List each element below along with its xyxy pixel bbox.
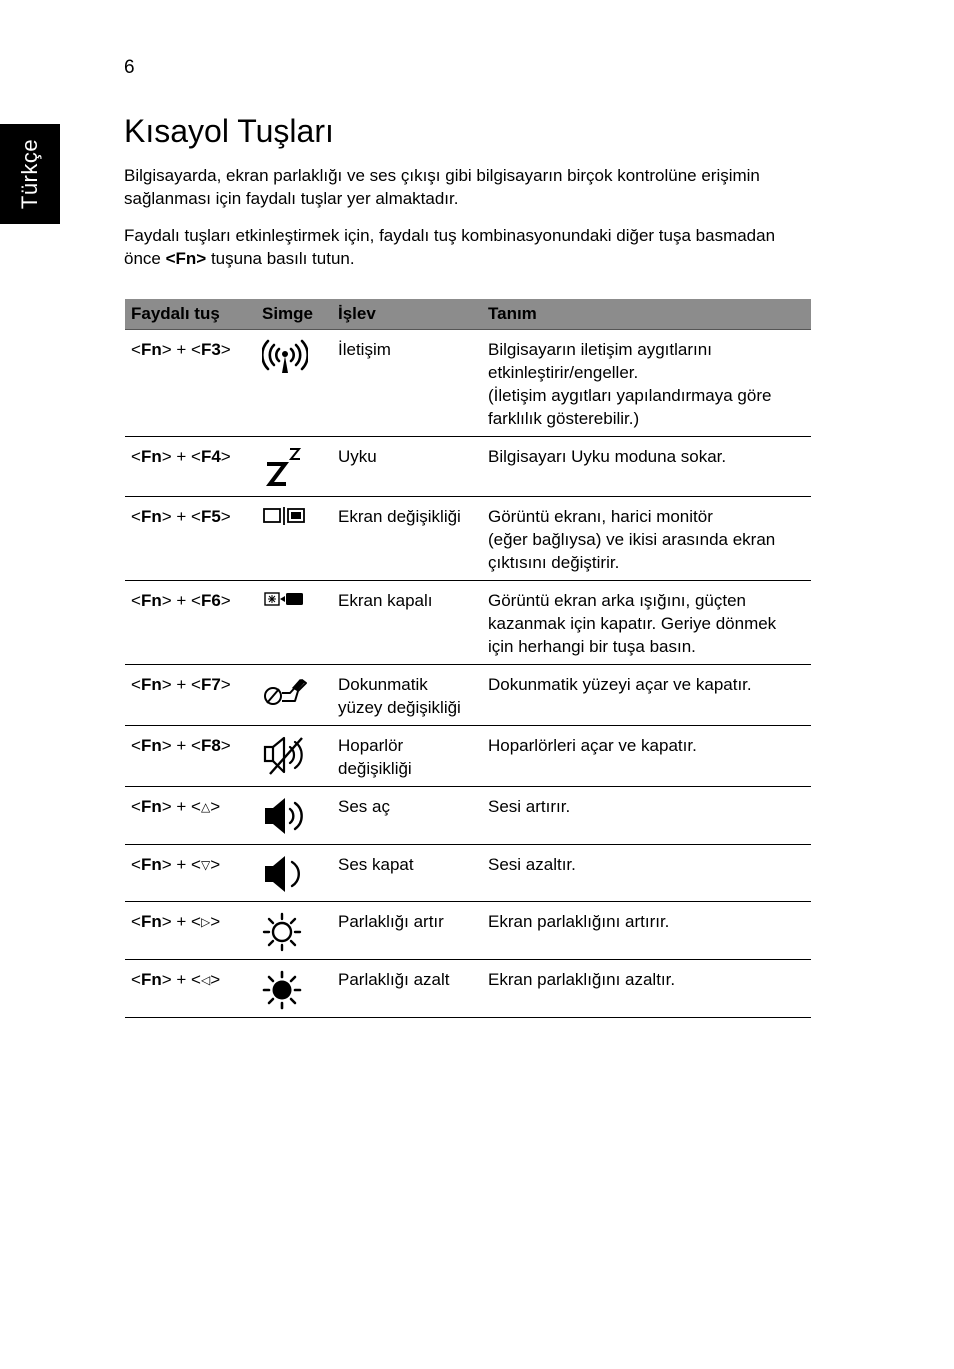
fn-key: Fn: [140, 507, 162, 526]
table-header-row: [125, 299, 811, 330]
icon-cell: [256, 726, 332, 787]
icon-cell: [256, 497, 332, 581]
function-key: F5: [200, 507, 221, 526]
hotkey-cell: <Fn> + <F5>: [125, 497, 256, 581]
fn-key-label: <Fn>: [165, 249, 207, 268]
function-key: △: [200, 800, 211, 814]
hotkey-cell: <Fn> + <F7>: [125, 665, 256, 726]
description-cell: Ekran parlaklığını azaltır.: [482, 960, 811, 1018]
function-cell: İletişim: [332, 330, 482, 437]
function-key: ◁: [200, 973, 211, 987]
function-cell: Ekran değişikliği: [332, 497, 482, 581]
function-key: F8: [200, 736, 221, 755]
instruction-after: tuşuna basılı tutun.: [206, 249, 355, 268]
fn-key: Fn: [140, 797, 162, 816]
hotkey-cell: <Fn> + <F4>: [125, 437, 256, 497]
function-key: ▷: [200, 915, 211, 929]
icon-cell: [256, 665, 332, 726]
table-row: [125, 787, 811, 845]
icon-cell: [256, 845, 332, 902]
table-row: [125, 665, 811, 726]
header-icon: Simge: [256, 299, 332, 330]
icon-cell: [256, 581, 332, 665]
screen-off-icon: [262, 590, 326, 608]
brightness-down-icon: [262, 969, 326, 1011]
fn-key: Fn: [140, 855, 162, 874]
table-row: [125, 437, 811, 497]
header-function: İşlev: [332, 299, 482, 330]
instruction-before: Faydalı tuşları etkinleştirmek için, faydalı tuş kombinasyonundaki diğer tuşa basmadan önce: [124, 226, 776, 268]
fn-key: Fn: [140, 970, 162, 989]
icon-cell: [256, 330, 332, 437]
description-cell: Görüntü ekranı, harici monitör (eğer bağlıysa) ve ikisi arasında ekran çıktısını değiştirir.: [482, 497, 811, 581]
sleep-icon: [262, 446, 326, 490]
table-row: [125, 497, 811, 581]
page-number: 6: [124, 57, 135, 78]
table-body: [125, 330, 811, 1018]
function-key: F6: [200, 591, 221, 610]
hotkey-cell: <Fn> + <F8>: [125, 726, 256, 787]
table-row: [125, 581, 811, 665]
function-cell: Hoparlör değişikliği: [332, 726, 482, 787]
function-key: ▽: [200, 858, 211, 872]
header-description: Tanım: [482, 299, 811, 330]
fn-key: Fn: [140, 675, 162, 694]
table-row: [125, 330, 811, 437]
function-cell: Dokunmatik yüzey değişikliği: [332, 665, 482, 726]
table-row: [125, 726, 811, 787]
speaker-mute-icon: [262, 735, 326, 775]
intro-paragraph: Bilgisayarda, ekran parlaklığı ve ses çıkışı gibi bilgisayarın birçok kontrolüne erişimin sağlanması için faydalı tuşlar yer almaktadır.: [124, 166, 760, 208]
function-key: F4: [200, 447, 221, 466]
function-key: F3: [200, 340, 221, 359]
fn-key: Fn: [140, 736, 162, 755]
wireless-icon: [262, 339, 326, 375]
description-cell: Bilgisayarın iletişim aygıtlarını etkinleştirir/engeller. (İletişim aygıtları yapılandırmaya göre farklılık gösterebilir.): [482, 330, 811, 437]
instruction-paragraph: [124, 224, 814, 270]
header-hotkey: Faydalı tuş: [125, 299, 256, 330]
description-cell: Bilgisayarı Uyku moduna sokar.: [482, 437, 811, 497]
function-key: F7: [200, 675, 221, 694]
table-row: [125, 960, 811, 1018]
description-cell: Ekran parlaklığını artırır.: [482, 902, 811, 960]
page-title: Kısayol Tuşları: [124, 113, 334, 149]
brightness-up-icon: [262, 911, 326, 953]
icon-cell: [256, 437, 332, 497]
language-side-tab: [0, 124, 60, 224]
description-cell: Dokunmatik yüzeyi açar ve kapatır.: [482, 665, 811, 726]
fn-key: Fn: [140, 340, 162, 359]
function-cell: Ses kapat: [332, 845, 482, 902]
function-cell: Parlaklığı artır: [332, 902, 482, 960]
icon-cell: [256, 960, 332, 1018]
function-cell: Ekran kapalı: [332, 581, 482, 665]
icon-cell: [256, 902, 332, 960]
hotkey-cell: <Fn> + <F6>: [125, 581, 256, 665]
table-row: [125, 902, 811, 960]
hotkey-cell: <Fn> + <F3>: [125, 330, 256, 437]
description-cell: Görüntü ekran arka ışığını, güçten kazanmak için kapatır. Geriye dönmek için herhangi bir tuşa basın.: [482, 581, 811, 665]
description-cell: Hoparlörleri açar ve kapatır.: [482, 726, 811, 787]
table-row: [125, 845, 811, 902]
volume-down-icon: [262, 854, 326, 894]
description-cell: Sesi artırır.: [482, 787, 811, 845]
hotkey-cell: <Fn> + <◁>: [125, 960, 256, 1018]
shortcut-table: [125, 299, 811, 1018]
function-cell: Parlaklığı azalt: [332, 960, 482, 1018]
hotkey-cell: <Fn> + <▷>: [125, 902, 256, 960]
hotkey-cell: <Fn> + <▽>: [125, 845, 256, 902]
icon-cell: [256, 787, 332, 845]
hotkey-cell: <Fn> + <△>: [125, 787, 256, 845]
display-toggle-icon: [262, 506, 326, 526]
description-cell: Sesi azaltır.: [482, 845, 811, 902]
fn-key: Fn: [140, 591, 162, 610]
volume-up-icon: [262, 796, 326, 836]
function-cell: Ses aç: [332, 787, 482, 845]
fn-key: Fn: [140, 447, 162, 466]
function-cell: Uyku: [332, 437, 482, 497]
fn-key: Fn: [140, 912, 162, 931]
touchpad-toggle-icon: [262, 674, 326, 708]
language-label: Türkçe: [17, 138, 42, 210]
